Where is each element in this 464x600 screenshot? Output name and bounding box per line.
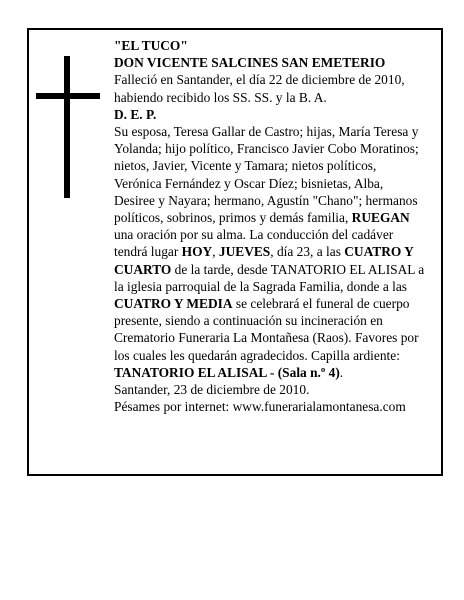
- closing-period: .: [339, 364, 344, 380]
- deceased-name: DON VICENTE SALCINES SAN EMETERIO: [114, 55, 386, 71]
- death-notice: Falleció en Santander, el día 22 de diciembre de 2010, habiendo recibido los SS. SS. y la B. A.: [114, 72, 405, 105]
- cross-horizontal-bar: [36, 93, 100, 99]
- deceased-alias: "EL TUCO": [114, 38, 188, 53]
- funeral-time: CUATRO Y MEDIA: [114, 296, 233, 312]
- cross-vertical-bar: [64, 56, 70, 198]
- obituary-text: [114, 37, 426, 415]
- family-list: Su esposa, Teresa Gallar de Castro; hijas, María Teresa y Yolanda; hijo político, Francisco Javier Cobo Moratinos; nietos, Javier, Vicente y Tamara; nietos políticos, Verónica Fernández y Oscar Díez; bisnietas, Alba, Desiree y Nayara; hermano, Agustín "Chano"; hermanos políticos, sobrinos, primos y demás familia,: [114, 124, 419, 226]
- ruegan-word: RUEGAN: [351, 210, 410, 226]
- condolences-web-line: Pésames por internet: www.funerarialamontanesa.com: [114, 399, 406, 415]
- hoy-word: HOY: [181, 244, 213, 260]
- date-line: Santander, 23 de diciembre de 2010.: [114, 382, 310, 398]
- cross-icon: [36, 56, 100, 198]
- procession-text: de la tarde, desde TANATORIO EL ALISAL a la iglesia parroquial de la Sagrada Familia, donde a las: [114, 261, 425, 294]
- funeral-text: se celebrará el funeral de cuerpo presente, siendo a continuación su incineración en Crematorio Funeraria La Montañesa (Raos). Favores por los cuales les quedarán agradecidos. Capilla ardiente:: [114, 296, 419, 363]
- dep-line: D. E. P.: [114, 106, 157, 122]
- ruegan-rest: una oración por su alma. La conducción del cadáver tendrá lugar: [114, 227, 394, 260]
- procession-time: CUATRO Y CUARTO: [114, 244, 414, 277]
- jueves-word: JUEVES: [218, 244, 271, 260]
- chapel-location: TANATORIO EL ALISAL - (Sala n.º 4): [114, 364, 340, 380]
- mourners-paragraph: [114, 123, 426, 381]
- day-text: , día 23, a las: [270, 244, 345, 260]
- comma-separator: ,: [212, 244, 219, 260]
